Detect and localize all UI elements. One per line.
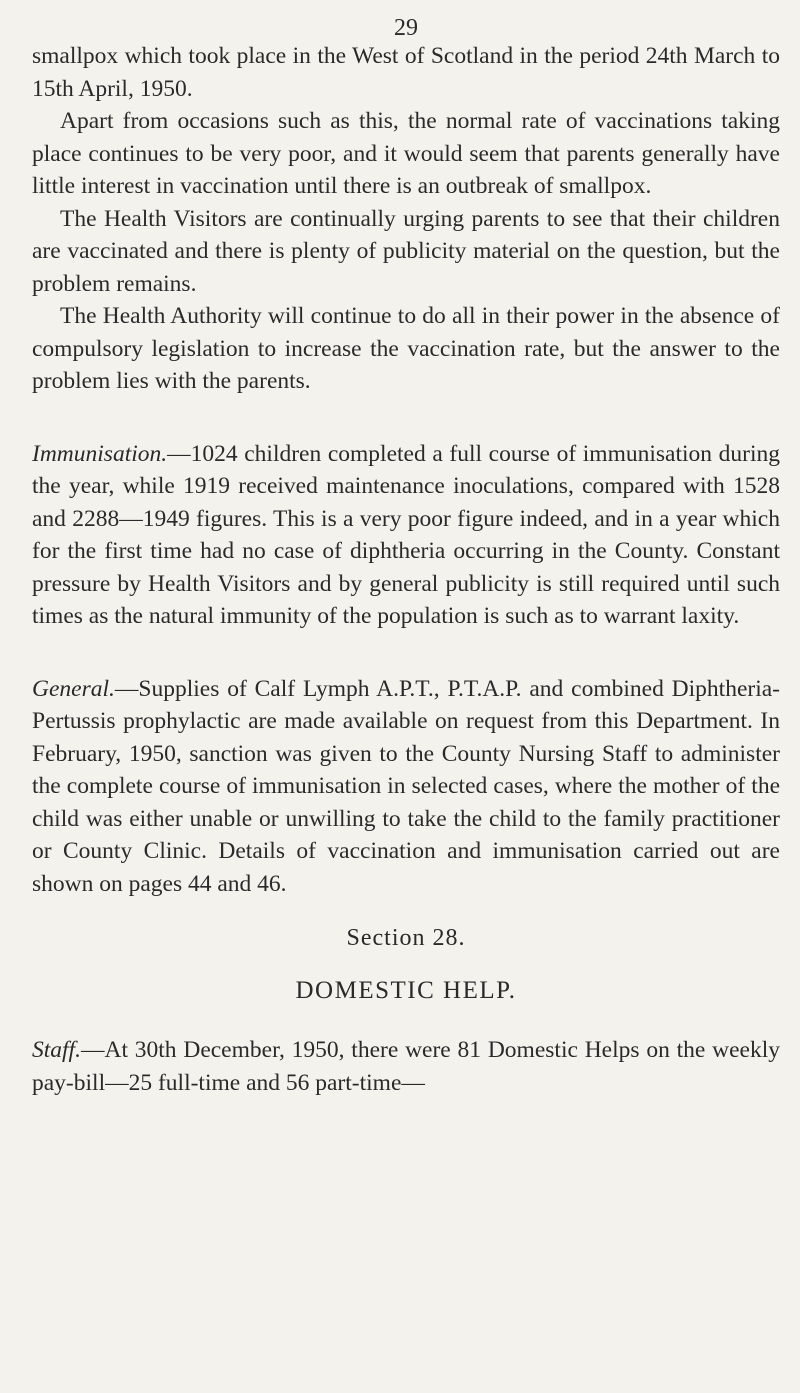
- immunisation-heading: Immunisation.: [32, 440, 168, 467]
- paragraph-health-visitors: The Health Visitors are continually urging parents to see that their children are vaccinated and there is plenty of publicity material on the question, but the problem remains.: [32, 205, 780, 297]
- page-number: 29: [394, 15, 418, 41]
- general-heading: General.: [32, 675, 115, 702]
- section-title: DOMESTIC HELP.: [295, 977, 517, 1004]
- paragraph-vaccination-rate: Apart from occasions such as this, the normal rate of vaccinations taking place continues to be very poor, and it would seem that parents generally have little interest in vaccination until there is an outbreak of smallpox.: [32, 108, 780, 199]
- staff-text: —At 30th December, 1950, there were 81 Domestic Helps on the weekly pay-bill—25 full-time and 56 part-time—: [32, 1037, 780, 1096]
- spacer: [32, 398, 780, 438]
- section-number: Section 28.: [346, 925, 466, 951]
- immunisation-text: —1024 children completed a full course of immunisation during the year, while 1919 received maintenance inoculations, compared with 1528 and 2288—1949 figures. This is a very poor figure indeed, and in a year which for the first time had no case of diphtheria occurring in the County. Constant pressure by Health Visitors and by general publicity is still required until such times as the natural immunity of the population is such as to warrant laxity.: [32, 440, 780, 629]
- staff-heading: Staff.: [32, 1037, 81, 1063]
- paragraph-immunisation: [32, 438, 780, 633]
- paragraph-general: [32, 673, 780, 901]
- paragraph-health-authority: The Health Authority will continue to do all in their power in the absence of compulsory legislation to increase the vaccination rate, but the answer to the problem lies with the parents.: [32, 303, 780, 394]
- spacer: [32, 633, 780, 673]
- paragraph-smallpox-continuation: smallpox which took place in the West of Scotland in the period 24th March to 15th April, 1950.: [32, 43, 780, 102]
- spacer: [32, 1008, 780, 1034]
- general-text: —Supplies of Calf Lymph A.P.T., P.T.A.P. and combined Diphtheria-Pertussis prophylactic are made available on request from this Department. In February, 1950, sanction was given to the County Nursing Staff to administer the complete course of immunisation in selected cases, where the mother of the child was either unable or unwilling to take the child to the family practitioner or County Clinic. Details of vaccination and immunisation carried out are shown on pages 44 and 46.: [32, 675, 780, 897]
- paragraph-staff: [32, 1034, 780, 1099]
